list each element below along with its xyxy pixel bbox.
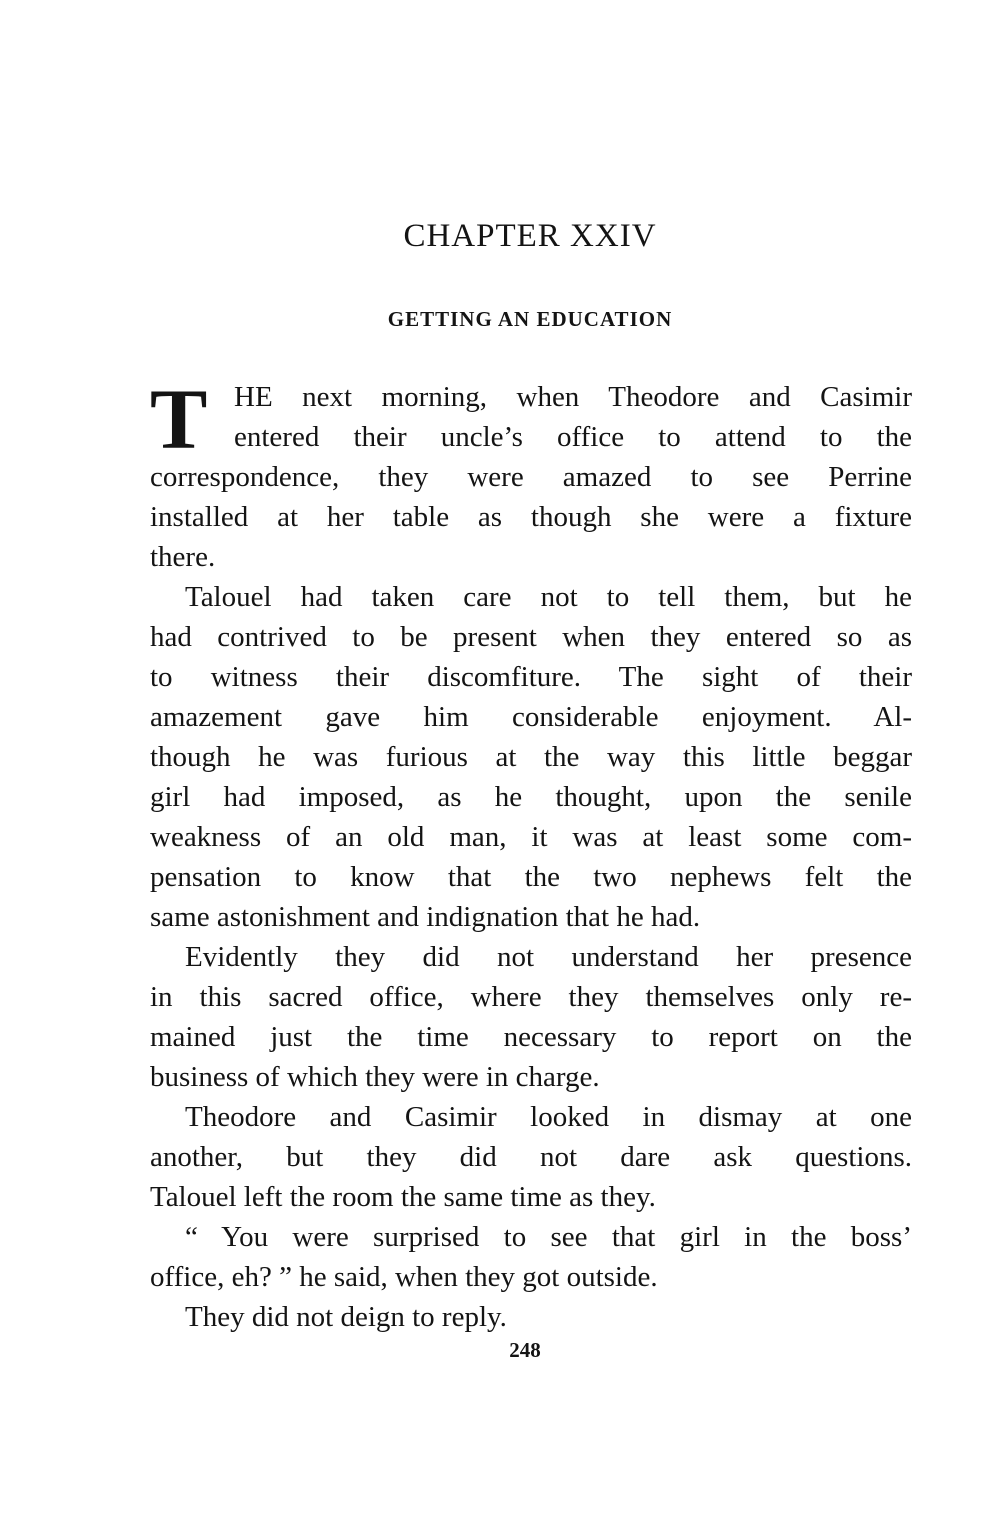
text-line: girl had imposed, as he thought, upon the senile xyxy=(150,781,912,813)
drop-cap: T xyxy=(150,371,208,467)
text-line: Evidently they did not understand her presence xyxy=(185,941,912,973)
text-line: had contrived to be present when they entered so as xyxy=(150,621,912,653)
text-line: entered their uncle’s office to attend to the xyxy=(234,421,912,453)
text-line: to witness their discomfiture. The sight of their xyxy=(150,661,912,693)
text-line: Theodore and Casimir looked in dismay at one xyxy=(185,1101,912,1133)
text-line: Talouel had taken care not to tell them, but he xyxy=(185,581,912,613)
text-line: another, but they did not dare ask questions. xyxy=(150,1141,912,1173)
text-line: same astonishment and indignation that he had. xyxy=(150,901,701,933)
chapter-subtitle: GETTING AN EDUCATION xyxy=(387,307,673,331)
text-line: installed at her table as though she were a fixture xyxy=(150,501,912,533)
text-line: “ You were surprised to see that girl in the boss’ xyxy=(185,1221,912,1253)
body-text xyxy=(150,371,912,1337)
text-line: amazement gave him considerable enjoyment. Al- xyxy=(150,701,912,733)
text-line: business of which they were in charge. xyxy=(150,1061,600,1093)
text-line: correspondence, they were amazed to see Perrine xyxy=(150,461,912,493)
text-line: mained just the time necessary to report on the xyxy=(150,1021,912,1053)
text-line: weakness of an old man, it was at least some com- xyxy=(150,821,912,853)
page-number: 248 xyxy=(509,1338,541,1362)
text-line: there. xyxy=(150,541,216,573)
chapter-title: CHAPTER XXIV xyxy=(403,218,657,254)
text-line: office, eh? ” he said, when they got outside. xyxy=(150,1261,658,1293)
text-line: Talouel left the room the same time as they. xyxy=(150,1181,656,1213)
text-line: They did not deign to reply. xyxy=(185,1301,507,1333)
text-line: though he was furious at the way this little beggar xyxy=(150,741,912,773)
text-line: pensation to know that the two nephews felt the xyxy=(150,861,912,893)
text-line: HE next morning, when Theodore and Casimir xyxy=(234,381,912,413)
text-line: in this sacred office, where they themselves only re- xyxy=(150,981,912,1013)
